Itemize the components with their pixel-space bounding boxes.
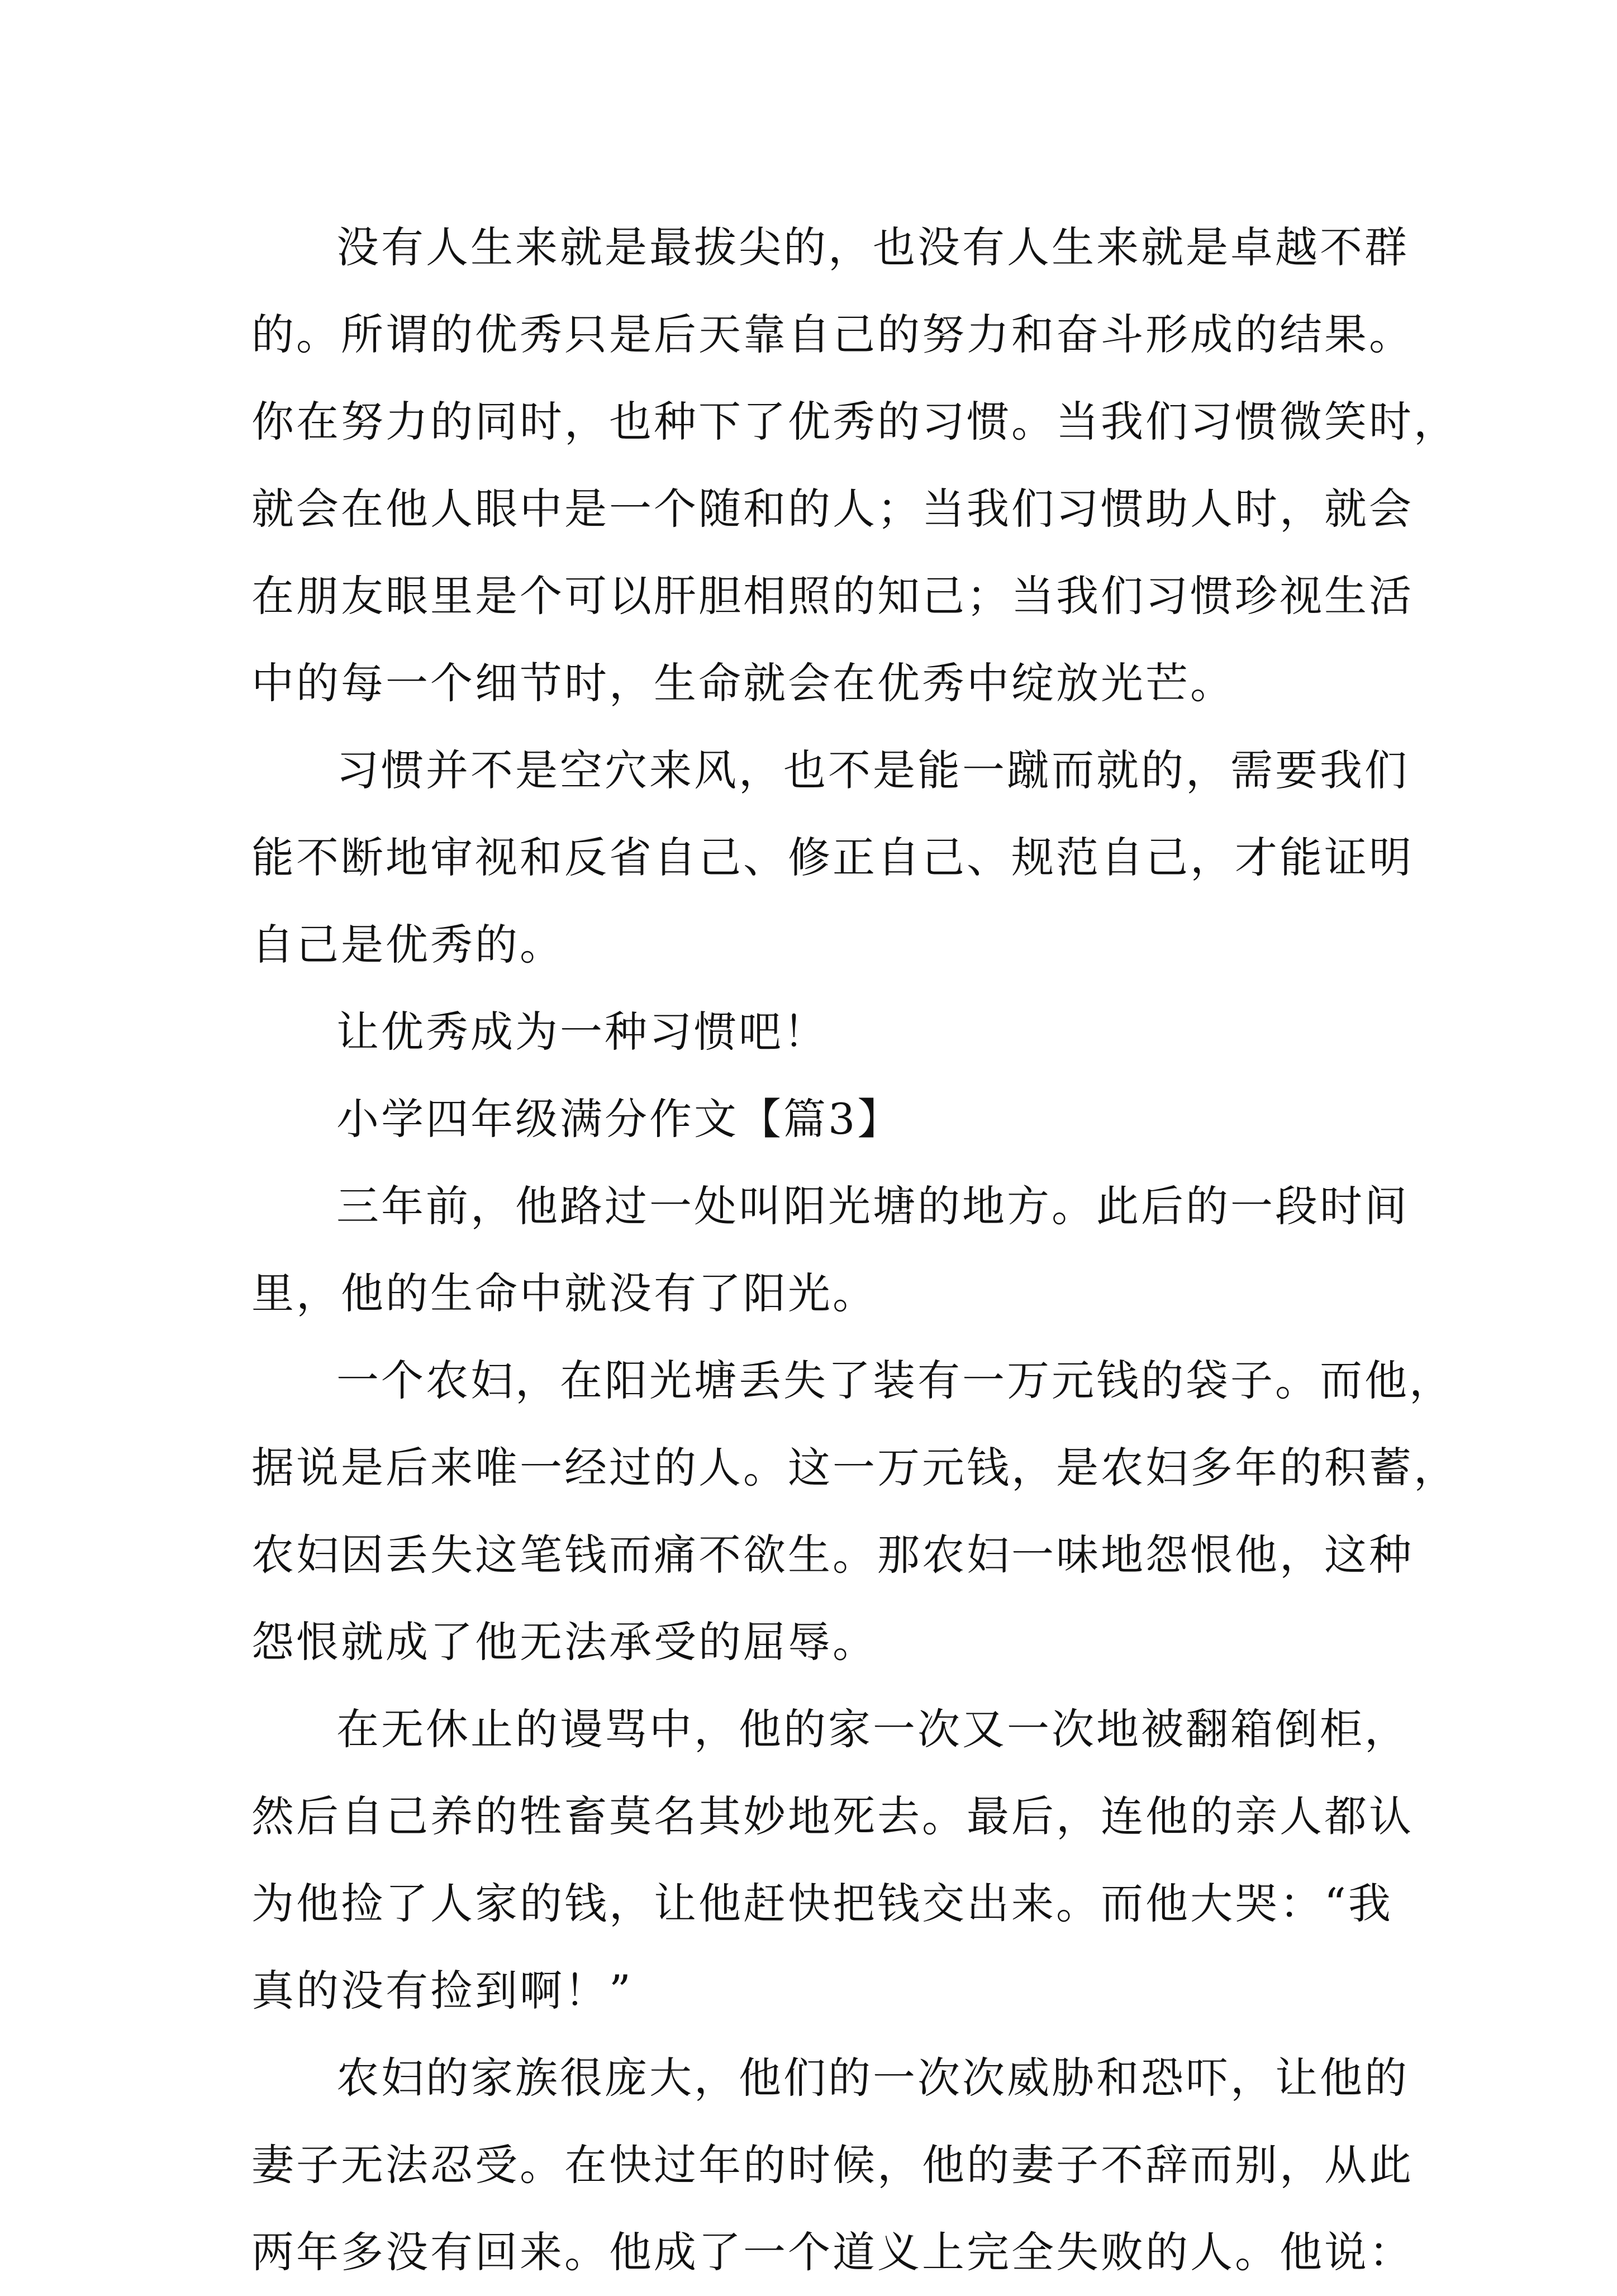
- text-line: 在无休止的谩骂中，他的家一次又一次地被翻箱倒柜，: [336, 1704, 1409, 1754]
- text-line: 然后自己养的牲畜莫名其妙地死去。最后，连他的亲人都认: [251, 1791, 1414, 1841]
- text-line: 自己是优秀的。: [251, 920, 564, 969]
- text-line: 就会在他人眼中是一个随和的人；当我们习惯助人时，就会: [251, 484, 1414, 534]
- text-line: 在朋友眼里是个可以肝胆相照的知己；当我们习惯珍视生活: [251, 571, 1414, 621]
- text-line: 能不断地审视和反省自己、修正自己、规范自己，才能证明: [251, 833, 1414, 882]
- text-line: 的。所谓的优秀只是后天靠自己的努力和奋斗形成的结果。: [251, 310, 1414, 359]
- text-line: 据说是后来唯一经过的人。这一万元钱，是农妇多年的积蓄，: [251, 1443, 1458, 1492]
- text-line: 农妇因丢失这笔钱而痛不欲生。那农妇一味地怨恨他，这种: [251, 1530, 1414, 1580]
- text-line: 习惯并不是空穴来风，也不是能一蹴而就的，需要我们: [336, 745, 1409, 795]
- section-heading: 小学四年级满分作文【篇3】: [336, 1094, 902, 1144]
- text-line: 真的没有捡到啊！”: [251, 1966, 633, 2015]
- text-line: 农妇的家族很庞大，他们的一次次威胁和恐吓，让他的: [336, 2053, 1409, 2103]
- text-line: 妻子无法忍受。在快过年的时候，他的妻子不辞而别，从此: [251, 2140, 1414, 2190]
- text-line: 中的每一个细节时，生命就会在优秀中绽放光芒。: [251, 658, 1235, 708]
- text-line: 里，他的生命中就没有了阳光。: [251, 1268, 877, 1318]
- text-line: 一个农妇，在阳光塘丢失了装有一万元钱的袋子。而他，: [336, 1356, 1454, 1405]
- text-line: 没有人生来就是最拔尖的，也没有人生来就是卓越不群: [336, 222, 1409, 272]
- text-line: 两年多没有回来。他成了一个道义上完全失败的人。他说：: [251, 2227, 1414, 2277]
- text-line: 让优秀成为一种习惯吧！: [336, 1007, 828, 1057]
- text-line: 怨恨就成了他无法承受的屈辱。: [251, 1617, 877, 1667]
- text-line: 三年前，他路过一处叫阳光塘的地方。此后的一段时间: [336, 1181, 1409, 1231]
- document-body: [251, 204, 1458, 2296]
- text-line: 你在努力的同时，也种下了优秀的习惯。当我们习惯微笑时，: [251, 397, 1458, 446]
- text-line: 为他捡了人家的钱，让他赶快把钱交出来。而他大哭：“我: [251, 1879, 1393, 1928]
